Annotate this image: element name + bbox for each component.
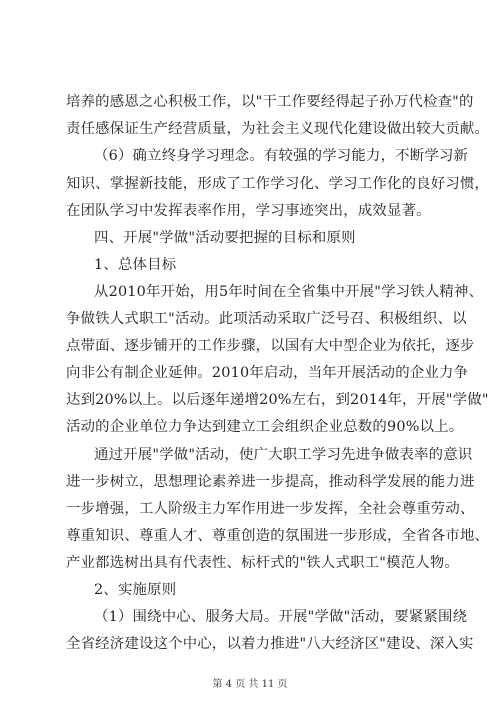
paragraph-line: 在团队学习中发挥表率作用，学习事迹突出，成效显著。 <box>66 203 431 219</box>
paragraph-line: 全省经济建设这个中心，以着力推进"八大经济区"建设、深入实 <box>66 636 474 652</box>
paragraph-line: 向非公有制企业延伸。2010年启动，当年开展活动的企业力争 <box>66 365 469 381</box>
paragraph-line: 一步增强，工人阶级主力军作用进一步发挥，全社会尊重劳动、 <box>66 501 475 517</box>
paragraph-line: 培养的感恩之心积极工作，以"干工作要经得起子孙万代检查"的 <box>66 94 474 110</box>
paragraph-line: 从2010年开始，用5年时间在全省集中开展"学习铁人精神、 <box>94 284 484 300</box>
paragraph-line: 尊重知识、尊重人才、尊重创造的氛围进一步形成，全省各市地、 <box>66 528 490 544</box>
paragraph-line: 通过开展"学做"活动，使广大职工学习先进争做表率的意识 <box>94 447 473 463</box>
paragraph-line: 进一步树立，思想理论素养进一步提高，推动科学发展的能力进 <box>66 474 475 490</box>
subsection-heading: 2、实施原则 <box>94 582 177 598</box>
paragraph-line: 争做铁人式职工"活动。此项活动采取广泛号召、积极组织、以 <box>66 311 467 327</box>
paragraph-line: 责任感保证生产经营质量，为社会主义现代化建设做出较大贡献。 <box>66 121 490 137</box>
paragraph-line: 活动的企业单位力争达到建立工会组织企业总数的90%以上。 <box>66 419 464 435</box>
section-heading: 四、开展"学做"活动要把握的目标和原则 <box>94 230 356 246</box>
paragraph-line: 产业都选树出具有代表性、标杆式的"铁人式职工"模范人物。 <box>66 555 459 571</box>
paragraph-line: （6）确立终身学习理念。有较强的学习能力，不断学习新 <box>94 148 469 164</box>
paragraph-line: 知识、掌握新技能，形成了工作学习化、学习工作化的良好习惯， <box>66 176 490 192</box>
paragraph-line: （1）围绕中心、服务大局。开展"学做"活动，要紧紧围绕 <box>94 609 468 625</box>
subsection-heading: 1、总体目标 <box>94 257 177 273</box>
paragraph-line: 达到20%以上。以后逐年递增20%左右，到2014年，开展"学做" <box>66 392 489 408</box>
paragraph-line: 点带面、逐步铺开的工作步骤，以国有大中型企业为依托，逐步 <box>66 338 475 354</box>
page-footer: 第 4 页 共 11 页 <box>212 679 288 690</box>
